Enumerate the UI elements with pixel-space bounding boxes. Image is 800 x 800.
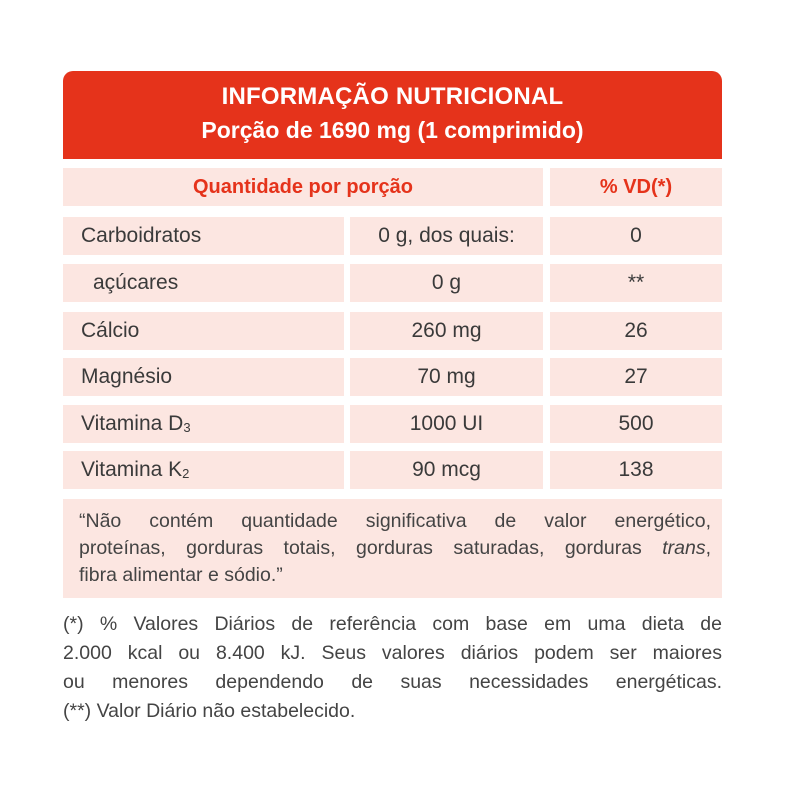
nutrition-title: INFORMAÇÃO NUTRICIONAL <box>221 83 564 110</box>
note-italic: trans <box>662 537 706 559</box>
footnote-line: ou menores dependendo de suas necessidades energéticas. <box>63 671 722 693</box>
nutrient-name: Cálcio <box>63 312 344 350</box>
nutrient-name: Vitamina $D_3$ <box>63 405 344 443</box>
nutrient-vd: ** <box>550 264 722 302</box>
note-line: fibra alimentar e sódio.” <box>79 564 283 586</box>
footnote-line: 2.000 kcal ou 8.400 kJ. Seus valores diários podem ser maiores <box>63 642 722 664</box>
nutrient-amount: 90 mcg <box>350 451 543 489</box>
note-line: “Não contém quantidade significativa de valor energético, <box>79 510 711 532</box>
nutrient-amount: 70 mg <box>350 358 543 396</box>
subscript: 3 <box>183 420 191 435</box>
nutrient-name: Magnésio <box>63 358 344 396</box>
nutrient-vd: 27 <box>550 358 722 396</box>
nutrition-header <box>63 71 722 159</box>
nutrition-note <box>63 499 722 598</box>
serving-size: Porção de 1690 mg (1 comprimido) <box>201 117 584 143</box>
subscript: 2 <box>182 466 190 481</box>
footnote-line: (**) Valor Diário não estabelecido. <box>63 700 356 722</box>
nutrient-vd: 26 <box>550 312 722 350</box>
nutrient-amount: 0 g <box>350 264 543 302</box>
nutrient-vd: 0 <box>550 217 722 255</box>
footnote-line: (*) % Valores Diários de referência com base em uma dieta de <box>63 613 722 635</box>
nutrient-amount: 1000 UI <box>350 405 543 443</box>
nutrient-name: açúcares <box>63 264 344 302</box>
vd-column-header: % VD(*) <box>550 168 722 206</box>
nutrient-vd: 500 <box>550 405 722 443</box>
nutrient-vd: 138 <box>550 451 722 489</box>
footnote <box>63 610 722 726</box>
note-line: proteínas, gorduras totais, gorduras saturadas, gorduras trans, <box>79 537 711 559</box>
nutrient-amount: 0 g, dos quais: <box>350 217 543 255</box>
nutrient-name: Carboidratos <box>63 217 344 255</box>
quantity-column-header: Quantidade por porção <box>63 168 543 206</box>
nutrient-name: Vitamina $K_2$ <box>63 451 344 489</box>
nutrient-amount: 260 mg <box>350 312 543 350</box>
